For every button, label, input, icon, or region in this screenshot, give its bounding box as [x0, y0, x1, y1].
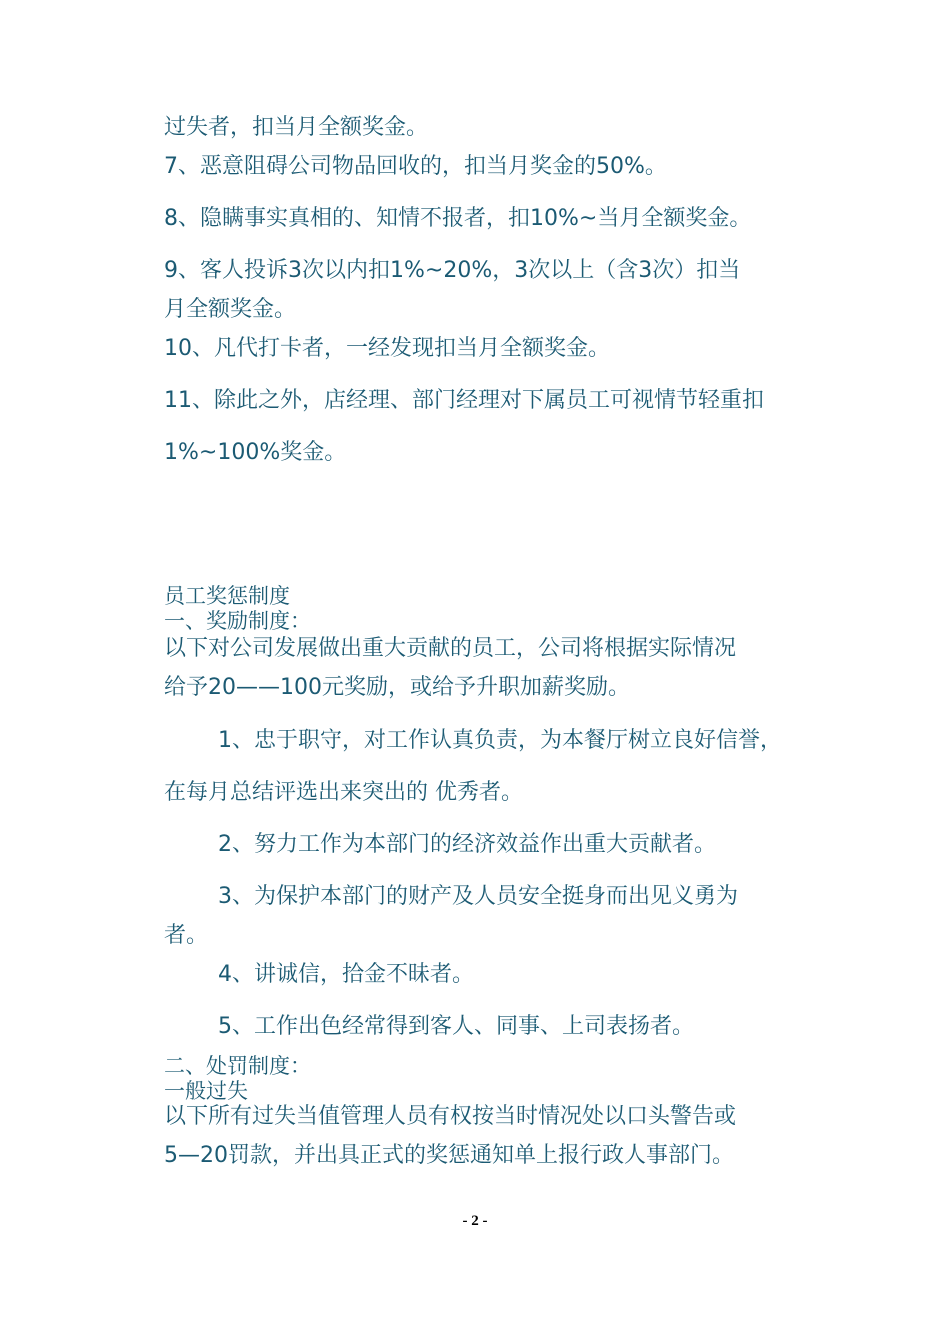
penalty-item-9-cont: 月全额奖金。 — [164, 297, 297, 322]
penalty-item-11: 11、除此之外，店经理、部门经理对下属员工可视情节轻重扣 — [164, 388, 764, 413]
rewards-heading: 一、奖励制度： — [164, 609, 311, 633]
section-title: 员工奖惩制度 — [164, 584, 290, 608]
rewards-intro: 以下对公司发展做出重大贡献的员工，公司将根据实际情况 — [164, 636, 737, 661]
punishment-intro: 以下所有过失当值管理人员有权按当时情况处以口头警告或 — [164, 1104, 737, 1129]
punishment-subheading: 一般过失 — [164, 1079, 248, 1103]
rewards-intro-cont: 给予20——100元奖励，或给予升职加薪奖励。 — [164, 675, 630, 700]
reward-item-1-cont: 在每月总结评选出来突出的 优秀者。 — [164, 780, 523, 805]
penalty-item-10: 10、凡代打卡者，一经发现扣当月全额奖金。 — [164, 336, 610, 361]
reward-item-2: 2、努力工作为本部门的经济效益作出重大贡献者。 — [218, 832, 716, 857]
penalty-item-11-cont: 1%~100%奖金。 — [164, 440, 347, 465]
page-number: - 2 - — [462, 1213, 488, 1229]
reward-item-1: 1、忠于职守，对工作认真负责，为本餐厅树立良好信誉， — [218, 728, 782, 753]
punishment-intro-cont: 5—20罚款，并出具正式的奖惩通知单上报行政人事部门。 — [164, 1143, 734, 1168]
reward-item-4: 4、讲诚信，拾金不昧者。 — [218, 962, 474, 987]
reward-item-5: 5、工作出色经常得到客人、同事、上司表扬者。 — [218, 1014, 694, 1039]
punishment-heading: 二、处罚制度： — [164, 1054, 311, 1078]
penalty-item-8: 8、隐瞒事实真相的、知情不报者，扣10%~当月全额奖金。 — [164, 206, 752, 231]
reward-item-3: 3、为保护本部门的财产及人员安全挺身而出见义勇为 — [218, 884, 738, 909]
reward-item-3-cont: 者。 — [164, 923, 209, 948]
paragraph-line: 过失者，扣当月全额奖金。 — [164, 115, 429, 140]
penalty-item-9: 9、客人投诉3次以内扣1%~20%，3次以上（含3次）扣当 — [164, 258, 741, 283]
penalty-item-7: 7、恶意阻碍公司物品回收的，扣当月奖金的50%。 — [164, 154, 667, 179]
